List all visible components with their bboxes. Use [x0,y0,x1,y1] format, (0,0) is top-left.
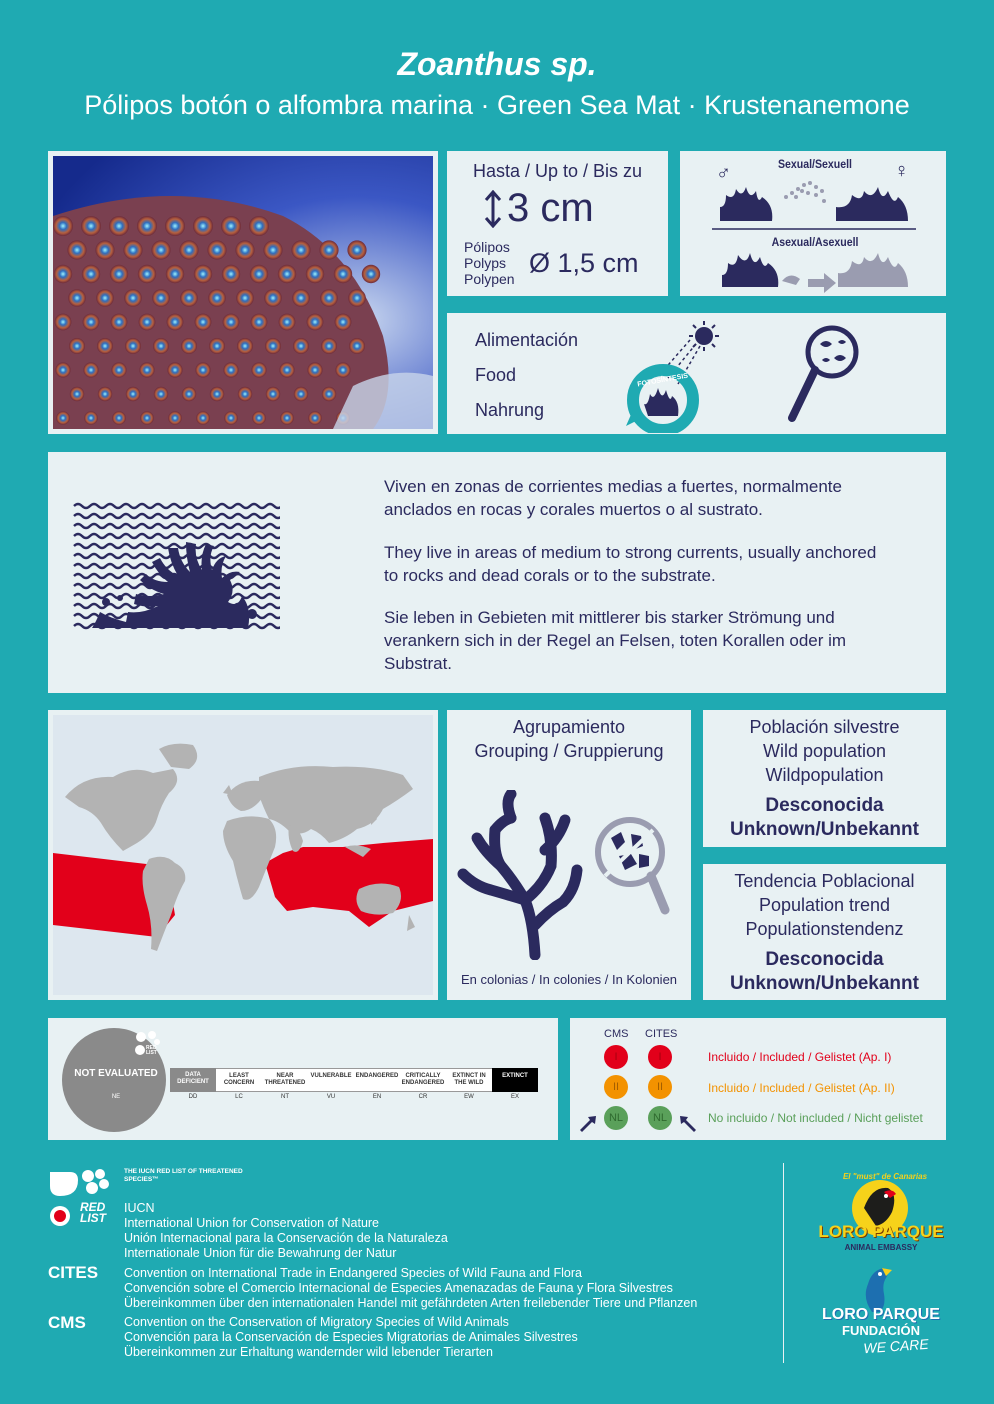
redlist-code-cr: CR [418,1094,428,1100]
appendix-2-legend: Incluido / Included / Gelistet (Ap. II) [708,1081,895,1095]
loro-fundacion-name: LORO PARQUE [822,1306,940,1323]
height-arrow-icon [484,190,502,233]
species-title: Zoanthus sp. [397,46,597,82]
cms-name-es: Convención para la Conservación de Especies Migratorias de Animales Silvestres [124,1330,578,1344]
asexual-label: Asexual/Asexuell [771,235,859,249]
photosynthesis-icon [618,318,728,438]
cites-name-de: Übereinkommen über den internationalen Handel mit gefährdeten Arten freilebender Tiere und Pflanzen [124,1296,698,1310]
population-trend-value-es: Desconocida [765,949,884,970]
loro-parque-name: LORO PARQUE [818,1222,944,1241]
footer-divider [783,1163,784,1363]
polyp-label-en: Polyps [464,255,507,271]
redlist-category-ew: EXTINCT IN THE WILD [446,1068,492,1092]
redlist-category-en: ENDANGERED [354,1068,400,1092]
redlist-code-ex: EX [510,1094,519,1100]
redlist-category-vu: VULNERABLE [308,1068,354,1092]
redlist-category-dd: DATA DEFICIENT [170,1068,216,1092]
cms-heading: CMS [48,1313,86,1332]
loro-fundacion-slogan: WE CARE [862,1335,930,1357]
loro-parque-tagline: El "must" de Canarias [842,1172,928,1181]
colony-icon [455,790,675,965]
iucn-tagline: THE IUCN RED LIST OF THREATENED SPECIES™ [124,1168,243,1183]
iucn-name-en: International Union for Conservation of Nature [124,1216,380,1230]
redlist-category-ex: EXTINCT [492,1068,538,1092]
redlist-logo-text: RED LIST [146,1045,157,1056]
species-photo [48,151,438,434]
population-trend-label-de: Populationstendenz [745,919,904,939]
wild-population-label-de: Wildpopulation [765,765,884,785]
iucn-heading: IUCN [124,1201,155,1215]
food-label-es: Alimentación [475,330,579,350]
redlist-code-ew: EW [464,1094,474,1100]
cites-pointer-arrow-icon [678,1114,698,1137]
polyp-diameter-value: Ø 1,5 cm [529,248,639,278]
not-listed-legend: No incluido / Not included / Nicht gelistet [708,1111,923,1125]
redlist-category-cr: CRITICALLY ENDANGERED [400,1068,446,1092]
world-map-image [53,715,433,995]
wild-population-label-en: Wild population [762,741,887,761]
male-icon: ♂ [716,162,731,184]
cms-pointer-arrow-icon [578,1114,598,1137]
polyp-label-es: Pólipos [464,239,510,255]
habitat-text-en: They live in areas of medium to strong currents, usually anchored to rocks and dead corals or to the substrate. [384,543,877,585]
loro-fundacion-subtitle: FUNDACIÓN [842,1323,920,1338]
species-common-names: Pólipos botón o alfombra marina · Green Sea Mat · Krustenanemone [84,90,910,120]
redlist-code-vu: VU [326,1094,336,1100]
loro-parque-subtitle: ANIMAL EMBASSY [844,1243,918,1252]
wild-population-value-es: Desconocida [765,795,884,816]
iucn-logo-text: RED LIST [80,1200,106,1225]
cites-appendix-1-dot: I [648,1045,672,1069]
svg-text:FOTOSÍNTESIS: FOTOSÍNTESIS [636,372,689,389]
redlist-status-label: NOT EVALUATED [74,1068,158,1079]
food-label-de: Nahrung [475,400,545,420]
habitat-text-de: Sie leben in Gebieten mit mittlerer bis starker Strömung und verankern sich in der Regel an Felsen, toten Korallen oder im Substrat. [384,608,847,673]
sexual-label: Sexual/Sexuell [778,157,852,171]
polyp-label-de: Polypen [464,271,515,287]
food-label-en: Food [475,365,517,385]
grouping-title-es: Agrupamiento [512,717,626,737]
cms-name-en: Convention on the Conservation of Migratory Species of Wild Animals [124,1315,509,1329]
cites-column-header: CITES [645,1028,678,1040]
cites-heading: CITES [48,1263,99,1282]
population-trend-label-en: Population trend [758,895,891,915]
current-waves-icon [70,500,280,650]
population-trend-value-en-de: Unknown/Unbekannt [730,973,919,994]
size-label: Hasta / Up to / Bis zu [472,161,643,181]
grouping-title-en-de: Grouping / Gruppierung [474,741,664,761]
redlist-status-code: NE [111,1094,121,1100]
redlist-code-lc: LC [235,1094,243,1100]
cms-not-listed-dot: NL [604,1106,628,1130]
redlist-code-nt: NT [281,1094,289,1100]
redlist-code-en: EN [372,1094,382,1100]
max-height-value: 3 cm [507,186,594,230]
cms-appendix-2-dot: II [604,1075,628,1099]
cites-not-listed-dot: NL [648,1106,672,1130]
iucn-name-es: Unión Internacional para la Conservación de la Naturaleza [124,1231,448,1245]
grouping-caption: En colonias / In colonies / In Kolonien [460,972,678,987]
magnifier-plankton-icon [782,318,872,433]
cms-name-de: Übereinkommen zur Erhaltung wandernder wild lebender Tierarten [124,1345,493,1359]
iucn-name-de: Internationale Union für die Bewahrung der Natur [124,1246,397,1260]
redlist-category-nt: NEAR THREATENED [262,1068,308,1092]
appendix-1-legend: Incluido / Included / Gelistet (Ap. I) [708,1050,892,1064]
redlist-code-dd: DD [188,1094,198,1100]
cites-appendix-2-dot: II [648,1075,672,1099]
distribution-map [48,710,438,1000]
cites-name-es: Convención sobre el Comercio Internacional de Especies Amenazadas de Fauna y Flora Silvestres [124,1281,673,1295]
wild-population-label-es: Población silvestre [749,717,900,737]
population-trend-label-es: Tendencia Poblacional [734,871,915,891]
cites-name-en: Convention on International Trade in Endangered Species of Wild Fauna and Flora [124,1266,582,1280]
redlist-category-lc: LEAST CONCERN [216,1068,262,1092]
coral-photo-image [53,156,433,429]
cms-column-header: CMS [604,1028,629,1040]
cms-appendix-1-dot: I [604,1045,628,1069]
wild-population-value-en-de: Unknown/Unbekannt [730,819,919,840]
habitat-text-es: Viven en zonas de corrientes medias a fuertes, normalmente anclados en rocas y corales muertos o al sustrato. [384,477,842,519]
female-icon: ♀ [894,160,909,182]
